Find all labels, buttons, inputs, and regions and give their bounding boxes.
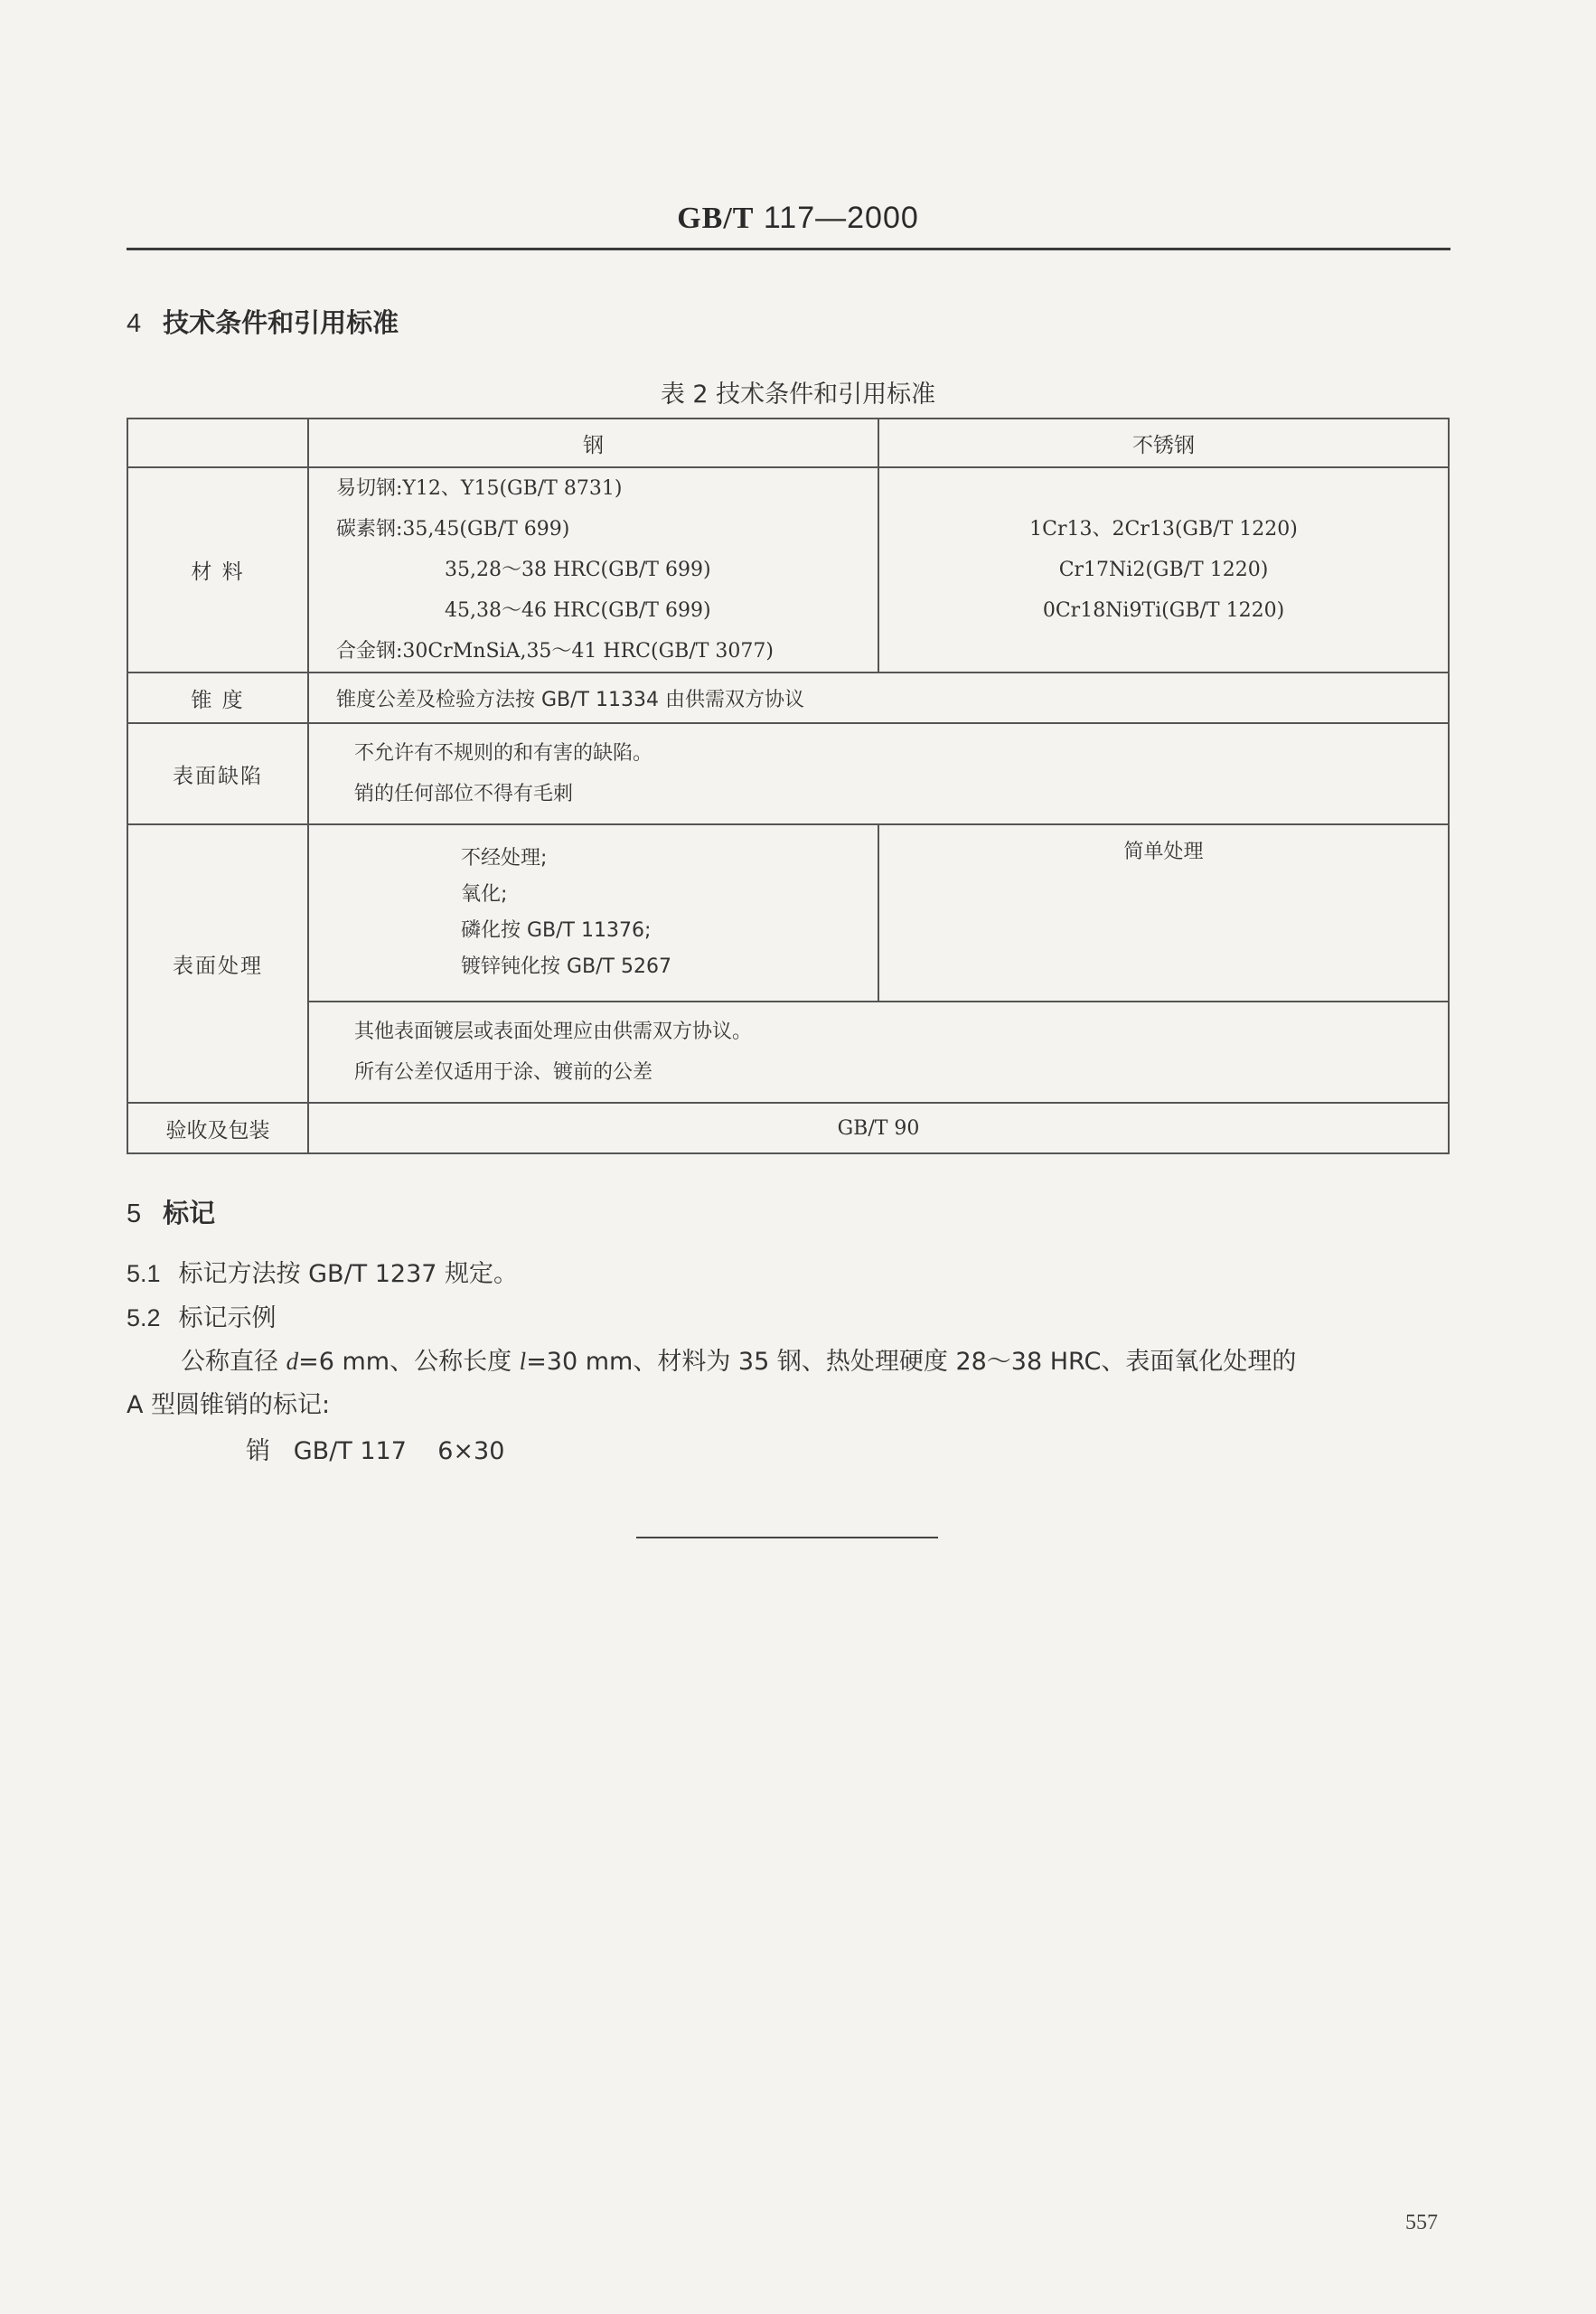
example-text-b: =6 mm、公称长度 <box>298 1348 520 1376</box>
stainless-line-3: 0Cr18Ni9Ti(GB/T 1220) <box>1042 599 1285 622</box>
section-4-title: 技术条件和引用标准 <box>163 307 399 338</box>
stainless-line-2: Cr17Ni2(GB/T 1220) <box>1058 559 1269 581</box>
clause-5-2-number: 5.2 <box>127 1304 161 1331</box>
treatment-steel-cell <box>308 824 878 1002</box>
section-5-number: 5 <box>127 1199 142 1228</box>
materials-label: 材 料 <box>127 467 308 673</box>
clause-5-1-text: 标记方法按 GB/T 1237 规定。 <box>178 1260 519 1288</box>
treatment-label: 表面处理 <box>127 824 308 1103</box>
treatment-note-2: 所有公差仅适用于涂、镀前的公差 <box>354 1061 653 1084</box>
clause-5-1-number: 5.1 <box>127 1260 161 1287</box>
section-4-number: 4 <box>127 309 142 338</box>
treatment-note-1: 其他表面镀层或表面处理应由供需双方协议。 <box>354 1021 753 1043</box>
section-5-title: 标记 <box>163 1198 216 1228</box>
materials-stainless-cell <box>878 467 1449 673</box>
page-number: 557 <box>1405 2211 1438 2234</box>
symbol-l: l <box>519 1348 527 1375</box>
defects-cell <box>308 723 1449 824</box>
header-prefix: GB/T <box>677 202 755 235</box>
table-header-row <box>127 419 1449 467</box>
defects-label: 表面缺陷 <box>127 723 308 824</box>
table-caption: 表 2 技术条件和引用标准 <box>660 381 936 409</box>
clause-5-2-text: 标记示例 <box>178 1304 277 1332</box>
marking-example: 销 GB/T 117 6×30 <box>246 1437 505 1465</box>
steel-line-5: 合金钢:30CrMnSiA,35～41 HRC(GB/T 3077) <box>336 640 774 663</box>
steel-line-4: 45,38～46 HRC(GB/T 699) <box>445 599 711 622</box>
treatment-line-1: 不经处理; <box>461 847 548 870</box>
acceptance-label: 验收及包装 <box>127 1103 308 1153</box>
clause-5-1 <box>127 1253 518 1295</box>
example-line-2: A 型圆锥销的标记: <box>127 1391 331 1419</box>
header-rule <box>127 248 1450 250</box>
taper-row <box>127 673 1449 723</box>
treatment-line-2: 氧化; <box>461 883 508 906</box>
clause-5-2 <box>127 1297 277 1340</box>
materials-steel-cell <box>308 467 878 673</box>
acceptance-text: GB/T 90 <box>308 1103 1449 1153</box>
symbol-d: d <box>286 1348 299 1375</box>
treatment-note-cell <box>308 1002 1449 1103</box>
taper-label: 锥 度 <box>127 673 308 723</box>
header-code: 117—2000 <box>763 201 919 235</box>
example-text-c: =30 mm、材料为 35 钢、热处理硬度 28～38 HRC、表面氧化处理的 <box>526 1348 1297 1376</box>
spec-table <box>127 418 1450 1154</box>
example-line-1 <box>181 1340 1296 1383</box>
defects-line-1: 不允许有不规则的和有害的缺陷。 <box>354 742 653 765</box>
steel-line-3: 35,28～38 HRC(GB/T 699) <box>445 559 711 581</box>
section-4-heading <box>127 303 399 340</box>
steel-line-2: 碳素钢:35,45(GB/T 699) <box>336 518 570 541</box>
taper-text: 锥度公差及检验方法按 GB/T 11334 由供需双方协议 <box>308 673 1449 723</box>
acceptance-row <box>127 1103 1449 1153</box>
steel-line-1: 易切钢:Y12、Y15(GB/T 8731) <box>336 477 623 500</box>
treatment-row <box>127 824 1449 1002</box>
stainless-line-1: 1Cr13、2Cr13(GB/T 1220) <box>1029 518 1298 541</box>
header-steel: 钢 <box>308 419 878 467</box>
end-rule <box>636 1537 938 1538</box>
materials-row <box>127 467 1449 673</box>
header-stainless: 不锈钢 <box>878 419 1449 467</box>
defects-line-2: 销的任何部位不得有毛刺 <box>354 783 574 805</box>
example-text-a: 公称直径 <box>181 1348 286 1376</box>
page-header <box>0 201 1596 236</box>
header-empty-cell <box>127 419 308 467</box>
treatment-line-4: 镀锌钝化按 GB/T 5267 <box>461 955 671 978</box>
treatment-stainless-cell: 简单处理 <box>878 824 1449 1002</box>
treatment-note-row <box>127 1002 1449 1103</box>
section-5-heading <box>127 1193 215 1230</box>
treatment-line-3: 磷化按 GB/T 11376; <box>461 919 652 942</box>
defects-row <box>127 723 1449 824</box>
